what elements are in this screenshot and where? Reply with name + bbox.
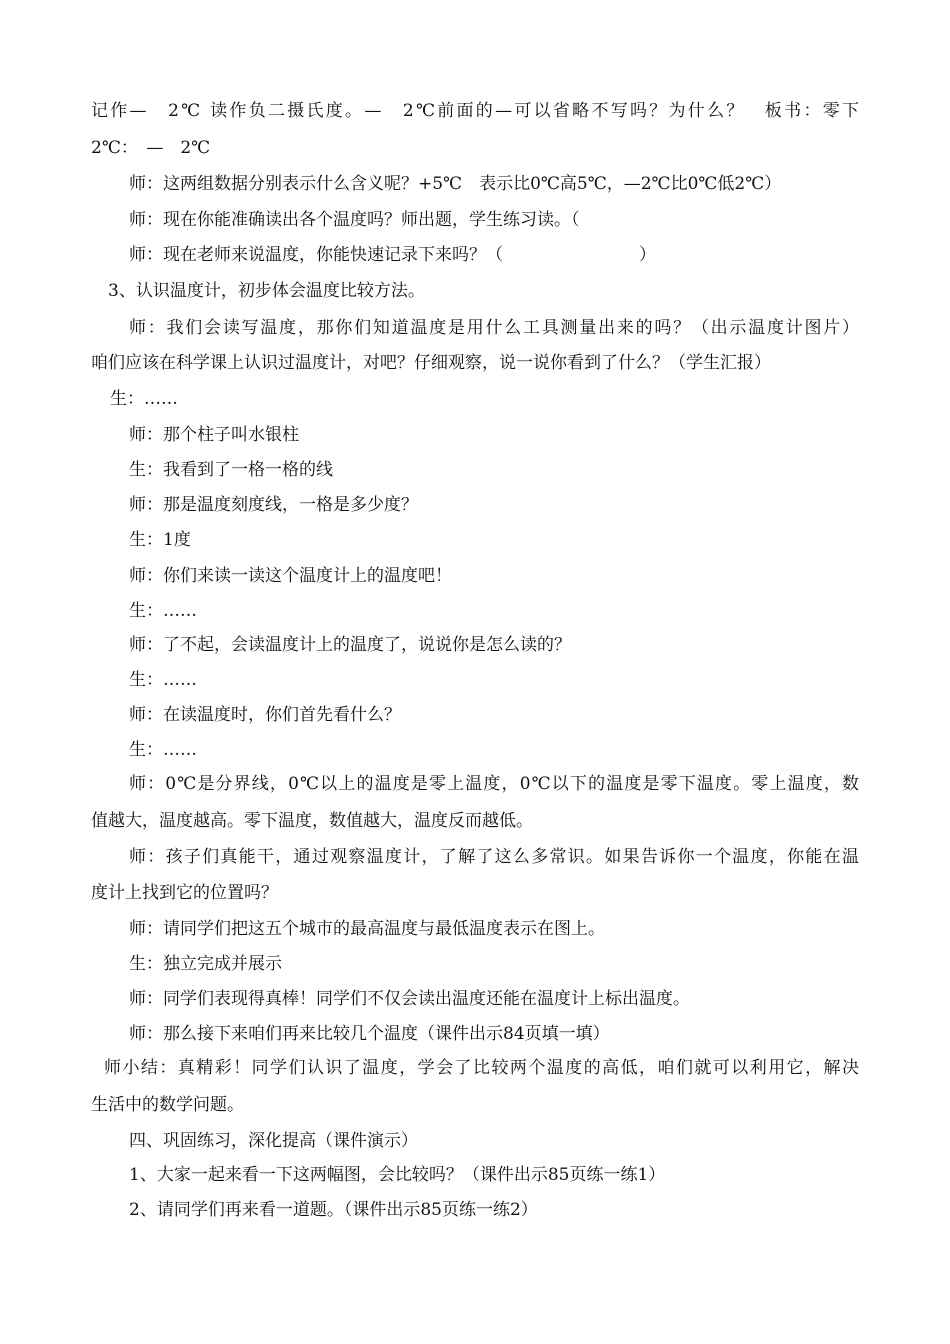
paragraph-line: 师：现在老师来说温度，你能快速记录下来吗？（ ） [129, 245, 656, 265]
paragraph-line: 咱们应该在科学课上认识过温度计，对吧？仔细观察，说一说你看到了什么？（学生汇报） [91, 353, 771, 373]
dialogue-line: 师：那个柱子叫水银柱 [129, 425, 299, 445]
paragraph-line: 师：这两组数据分别表示什么含义呢？+5℃ 表示比0℃高5℃，—2℃比0℃低2℃） [129, 174, 782, 194]
dialogue-line: 生：…… [129, 601, 197, 621]
paragraph-line: 师：现在你能准确读出各个温度吗？师出题，学生练习读。（ [129, 210, 580, 230]
dialogue-line: 生：独立完成并展示 [129, 954, 282, 974]
paragraph-line: 师小结：真精彩！同学们认识了温度，学会了比较两个温度的高低，咱们就可以利用它，解决 [104, 1058, 859, 1078]
exercise-item: 2、请同学们再来看一道题。（课件出示85页练一练2） [129, 1200, 538, 1220]
dialogue-line: 师：那么接下来咱们再来比较几个温度（课件出示84页填一填） [129, 1024, 610, 1044]
paragraph-line: 师：0℃是分界线，0℃以上的温度是零上温度，0℃以下的温度是零下温度。零上温度，数 [129, 774, 859, 794]
exercise-item: 1、大家一起来看一下这两幅图，会比较吗？（课件出示85页练一练1） [129, 1165, 666, 1185]
paragraph-line: 度计上找到它的位置吗？ [91, 883, 278, 903]
dialogue-line: 师：同学们表现得真棒！同学们不仅会读出温度还能在温度计上标出温度。 [129, 989, 690, 1009]
dialogue-line: 师：你们来读一读这个温度计上的温度吧！ [129, 566, 452, 586]
dialogue-line: 师：请同学们把这五个城市的最高温度与最低温度表示在图上。 [129, 919, 605, 939]
paragraph-line: 生活中的数学问题。 [91, 1095, 244, 1115]
paragraph-line: 记作— 2℃ 读作负二摄氏度。— 2℃前面的—可以省略不写吗？为什么？ 板书：零下 [91, 101, 859, 121]
dialogue-line: 生：1度 [129, 530, 191, 550]
section-heading: 四、巩固练习，深化提高（课件演示） [129, 1131, 418, 1151]
dialogue-line: 生：…… [110, 389, 178, 409]
dialogue-line: 生：…… [129, 740, 197, 760]
paragraph-line: 师：孩子们真能干，通过观察温度计，了解了这么多常识。如果告诉你一个温度，你能在温 [129, 847, 859, 867]
dialogue-line: 生：我看到了一格一格的线 [129, 460, 333, 480]
paragraph-line: 值越大，温度越高。零下温度，数值越大，温度反而越低。 [91, 811, 533, 831]
dialogue-line: 生：…… [129, 670, 197, 690]
dialogue-line: 师：在读温度时，你们首先看什么？ [129, 705, 401, 725]
paragraph-line: 师：我们会读写温度，那你们知道温度是用什么工具测量出来的吗？（出示温度计图片） [129, 318, 859, 338]
dialogue-line: 师：了不起，会读温度计上的温度了，说说你是怎么读的？ [129, 635, 571, 655]
paragraph-line: 2℃： — 2℃ [91, 138, 211, 158]
dialogue-line: 师：那是温度刻度线，一格是多少度？ [129, 495, 418, 515]
section-heading: 3、认识温度计，初步体会温度比较方法。 [108, 281, 425, 301]
